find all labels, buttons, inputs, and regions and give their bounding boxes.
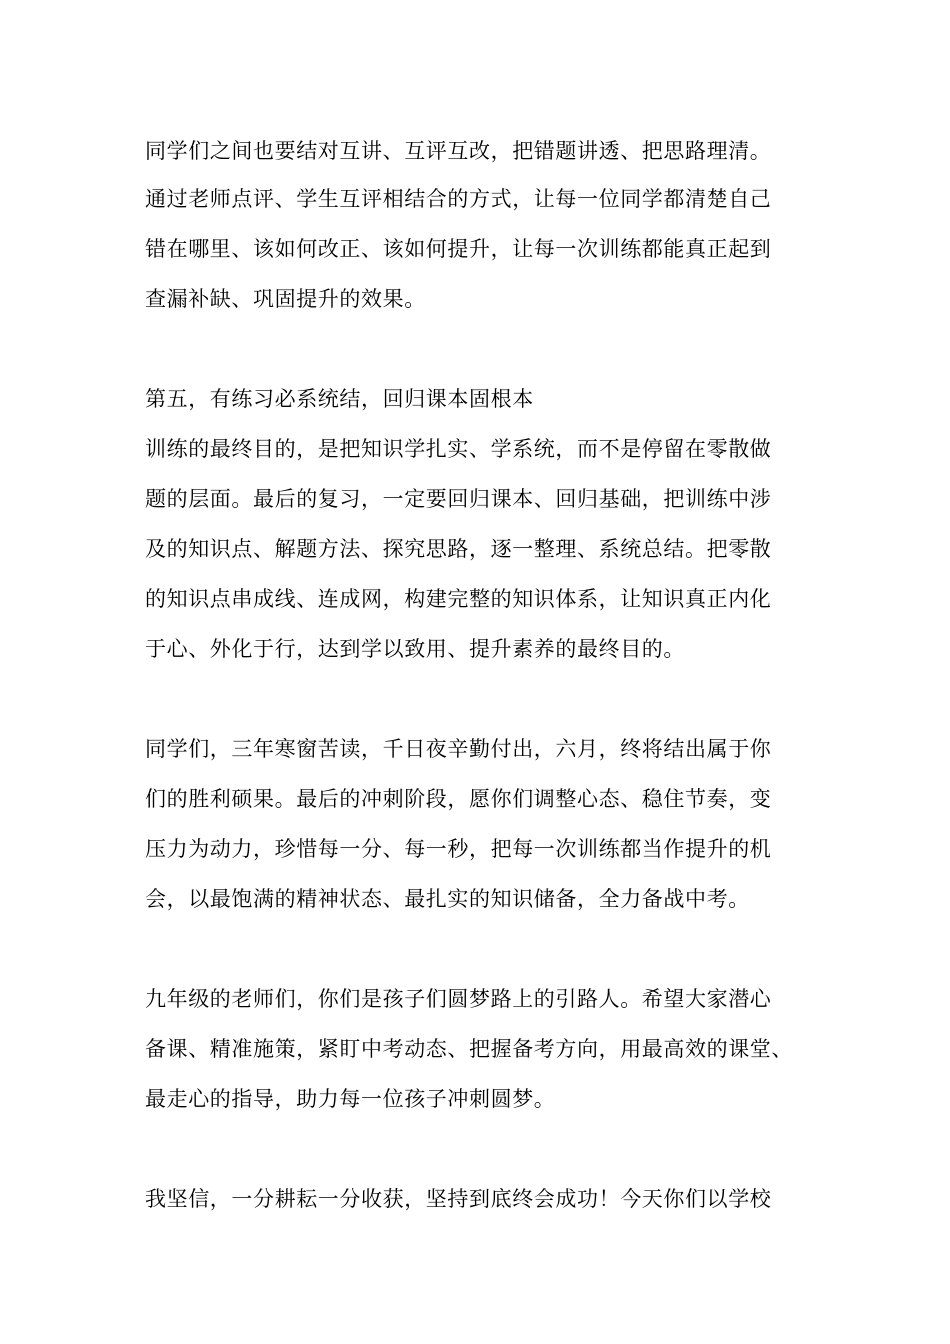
- section-heading: 第五，有练习必系统结，回归课本固根本: [145, 387, 534, 411]
- paragraph-line: 我坚信，一分耕耘一分收获，坚持到底终会成功！今天你们以学校: [145, 1187, 772, 1211]
- paragraph-line: 错在哪里、该如何改正、该如何提升，让每一次训练都能真正起到: [145, 237, 772, 261]
- paragraph-line: 训练的最终目的，是把知识学扎实、学系统，而不是停留在零散做: [145, 437, 772, 461]
- paragraph-line: 最走心的指导，助力每一位孩子冲刺圆梦。: [145, 1087, 556, 1111]
- paragraph-line: 查漏补缺、巩固提升的效果。: [145, 287, 426, 311]
- paragraph-line: 的知识点串成线、连成网，构建完整的知识体系，让知识真正内化: [145, 587, 772, 611]
- paragraph-line: 于心、外化于行，达到学以致用、提升素养的最终目的。: [145, 637, 685, 661]
- paragraph-line: 及的知识点、解题方法、探究思路，逐一整理、系统总结。把零散: [145, 537, 772, 561]
- paragraph-line: 压力为动力，珍惜每一分、每一秒，把每一次训练都当作提升的机: [145, 837, 772, 861]
- paragraph-line: 通过老师点评、学生互评相结合的方式，让每一位同学都清楚自己: [145, 187, 772, 211]
- paragraph-line: 同学们，三年寒窗苦读，千日夜辛勤付出，六月，终将结出属于你: [145, 737, 772, 761]
- paragraph-line: 们的胜利硕果。最后的冲刺阶段，愿你们调整心态、稳住节奏，变: [145, 787, 772, 811]
- paragraph-line: 会，以最饱满的精神状态、最扎实的知识储备，全力备战中考。: [145, 887, 750, 911]
- paragraph-line: 九年级的老师们，你们是孩子们圆梦路上的引路人。希望大家潜心: [145, 987, 772, 1011]
- paragraph-line: 备课、精准施策，紧盯中考动态、把握备考方向，用最高效的课堂、: [145, 1037, 793, 1061]
- paragraph-line: 同学们之间也要结对互讲、互评互改，把错题讲透、把思路理清。: [145, 139, 772, 163]
- paragraph-line: 题的层面。最后的复习，一定要回归课本、回归基础，把训练中涉: [145, 487, 772, 511]
